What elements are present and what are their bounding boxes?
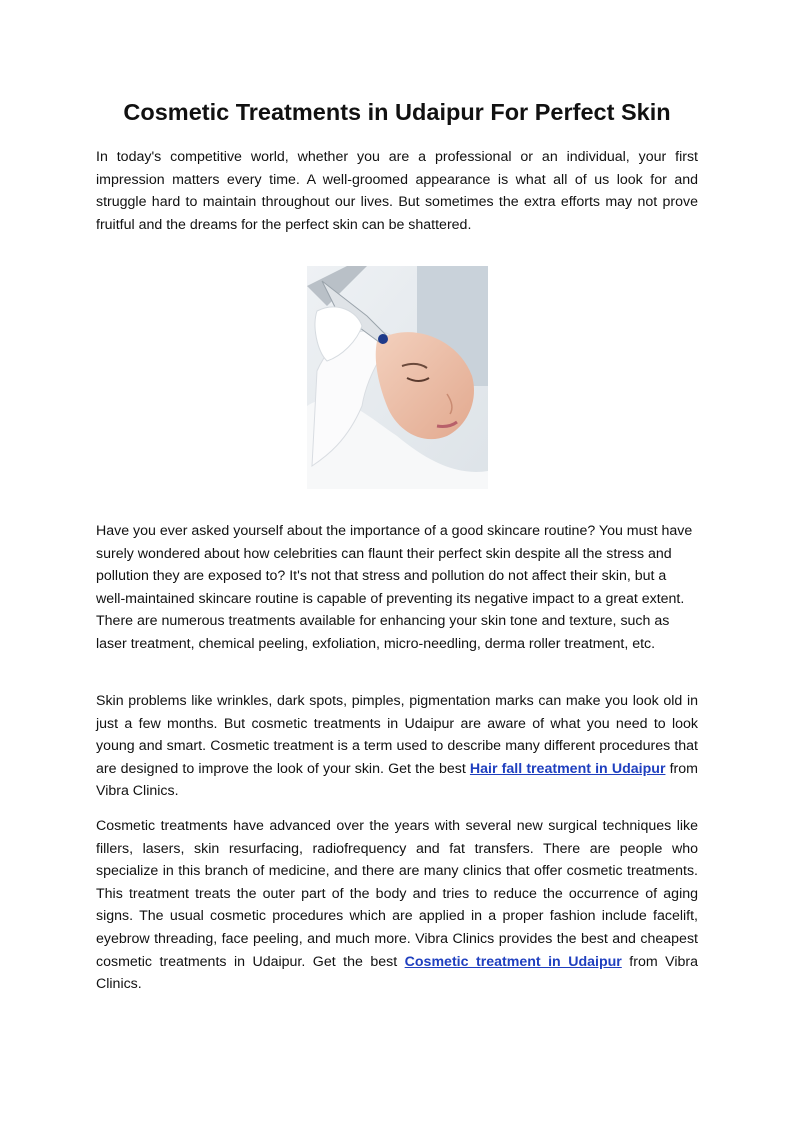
cosmetic-advances-text: Cosmetic treatments have advanced over the years with several new surgical techniques like fillers, lasers, skin resurfacing, radiofrequency and fat transfers. There are people who specialize in this branch of medicine, and there are many clinics that offer cosmetic treatments. This treatment treats the outer part of the body and tries to reduce the occurrence of aging signs. The usual cosmetic procedures which are applied in a proper fashion include facelift, eyebrow threading, face peeling, and much more. Vibra Clinics provides the best and cheapest cosmetic treatments in Udaipur. Get the best [96, 818, 698, 970]
hair-fall-treatment-link[interactable]: Hair fall treatment in Udaipur [469, 760, 666, 777]
skin-problems-paragraph [96, 690, 698, 803]
intro-paragraph: In today's competitive world, whether you are a professional or an individual, your first impression matters every time. A well-groomed appearance is what all of us look for and struggle hard to maintain throughout our lives. But sometimes the extra efforts may not prove fruitful and the dreams for the perfect skin can be shattered. [96, 149, 698, 233]
cosmetic-treatment-link[interactable]: Cosmetic treatment in Udaipur [404, 953, 622, 970]
cosmetic-advances-tail: from Vibra Clinics. [96, 953, 698, 993]
page-title: Cosmetic Treatments in Udaipur For Perfect Skin [123, 99, 671, 125]
skin-problems-tail: from Vibra Clinics. [96, 760, 698, 800]
skin-problems-text: Skin problems like wrinkles, dark spots, pimples, pigmentation marks can make you look old in just a few months. But cosmetic treatments in Udaipur are aware of what you need to look young and smart. Cosmetic treatment is a term used to describe many different procedures that are designed to improve the look of your skin. Get the best [96, 693, 698, 777]
cosmetic-advances-paragraph [96, 815, 698, 996]
skin-treatment-photo [307, 266, 488, 489]
skincare-paragraph: Have you ever asked yourself about the importance of a good skincare routine? You must have surely wondered about how celebrities can flaunt their perfect skin despite all the stress and pollution they are exposed to? It's not that stress and pollution do not affect their skin, but a well-maintained skincare routine is capable of preventing its negative impact to a great extent. There are numerous treatments available for enhancing your skin tone and texture, such as laser treatment, chemical peeling, exfoliation, micro-needling, derma roller treatment, etc. [96, 523, 693, 652]
